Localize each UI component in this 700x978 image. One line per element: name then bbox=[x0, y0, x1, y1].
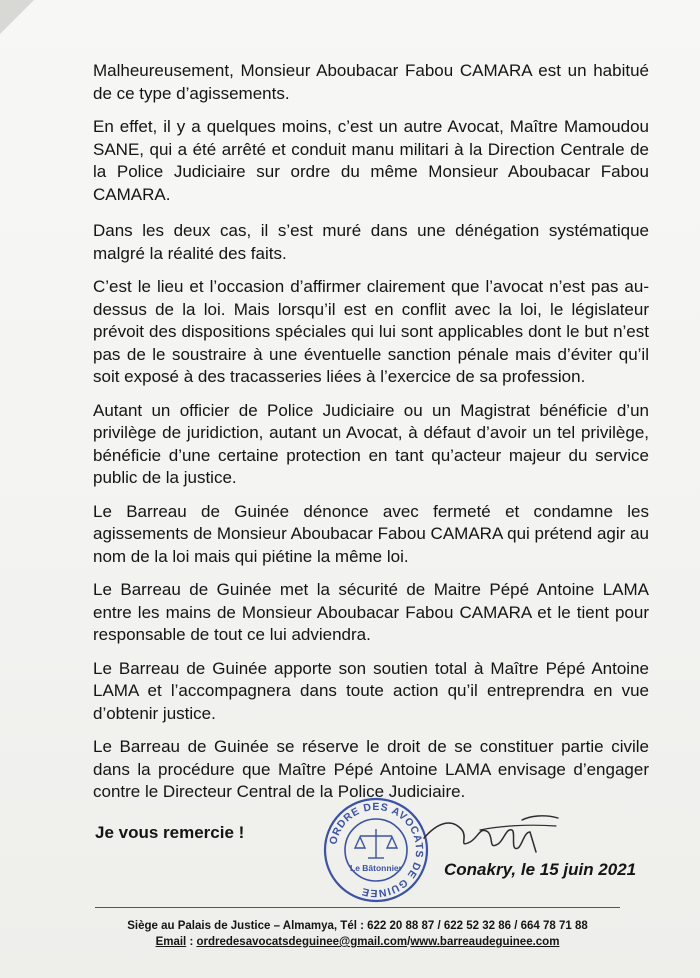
footer-contact bbox=[95, 934, 620, 950]
paragraph-5: Autant un officier de Police Judiciaire ou un Magistrat bénéficie d’un privilège de juridiction, autant un Avocat, à défaut d’avoir un tel privilège, bénéficie d’une certaine protection en tant qu’acteur majeur du service public de la justice. bbox=[93, 400, 649, 487]
paragraph-7: Le Barreau de Guinée met la sécurité de Maitre Pépé Antoine LAMA entre les mains de Monsieur Aboubacar Fabou CAMARA et le tient pour responsable de tout ce lui adviendra. bbox=[93, 580, 649, 644]
paragraph-3: Dans les deux cas, il s’est muré dans une dénégation systématique malgré la réalité des faits. bbox=[93, 221, 649, 263]
page-corner-fold bbox=[0, 0, 34, 34]
link-separator: / bbox=[407, 936, 411, 948]
paragraph-2: En effet, il y a quelques moins, c’est un autre Avocat, Maître Mamoudou SANE, qui a été arrêté et conduit manu militari à la Direction Centrale de la Police Judiciaire sur ordre du même Monsieur Aboubacar Fabou CAMARA. bbox=[93, 117, 649, 204]
letter-body bbox=[93, 60, 649, 815]
paragraph-9: Le Barreau de Guinée se réserve le droit de se constituer partie civile dans la procédure que Maître Pépé Antoine LAMA envisage d’engager contre le Directeur Central de la Police Judiciaire. bbox=[93, 737, 649, 801]
seal-inner-text: Le Bâtonnier bbox=[350, 863, 402, 873]
paragraph-1: Malheureusement, Monsieur Aboubacar Fabou CAMARA est un habitué de ce type d’agissements. bbox=[93, 61, 649, 103]
footer-address: Siège au Palais de Justice – Almamya, Tél : 622 20 88 87 / 622 52 32 86 / 664 78 71 88 bbox=[127, 920, 588, 932]
handwritten-signature bbox=[418, 808, 563, 868]
email-separator: : bbox=[186, 936, 197, 948]
seal-ring-text: ORDRE DES AVOCATS DE GUINEE bbox=[327, 800, 426, 900]
email-label: Email bbox=[155, 936, 187, 948]
place-and-date: Conakry, le 15 juin 2021 bbox=[444, 860, 637, 879]
paragraph-4: C’est le lieu et l’occasion d’affirmer clairement que l’avocat n’est pas au-dessus de la loi. Mais lorsqu’il est en conflit avec la loi, le législateur prévoit des dispositions spéciales qui lui sont applicables dont le but n’est pas de le soustraire à une éventuelle sanction pénale mais d’éviter qu’il soit exposé à des tracasseries liées à l’exercice de sa profession. bbox=[93, 277, 649, 386]
closing-salutation: Je vous remercie ! bbox=[95, 823, 245, 842]
paragraph-8: Le Barreau de Guinée apporte son soutien total à Maître Pépé Antoine LAMA et l’accompagnera dans toute action qu’il entreprendra en vue d’obtenir justice. bbox=[93, 658, 649, 723]
email-link[interactable]: ordredesavocatsdeguinee@gmail.com bbox=[196, 936, 408, 948]
footer-divider bbox=[95, 907, 620, 908]
letterhead-footer bbox=[95, 918, 620, 950]
website-link[interactable]: www.barreaudeguinee.com bbox=[410, 936, 560, 948]
paragraph-6: Le Barreau de Guinée dénonce avec fermeté et condamne les agissements de Monsieur Aboubacar Fabou CAMARA qui prétend agir au nom de la loi mais qui piétine la même loi. bbox=[93, 501, 649, 566]
scales-of-justice-icon bbox=[355, 829, 397, 858]
bar-association-seal bbox=[322, 796, 430, 904]
